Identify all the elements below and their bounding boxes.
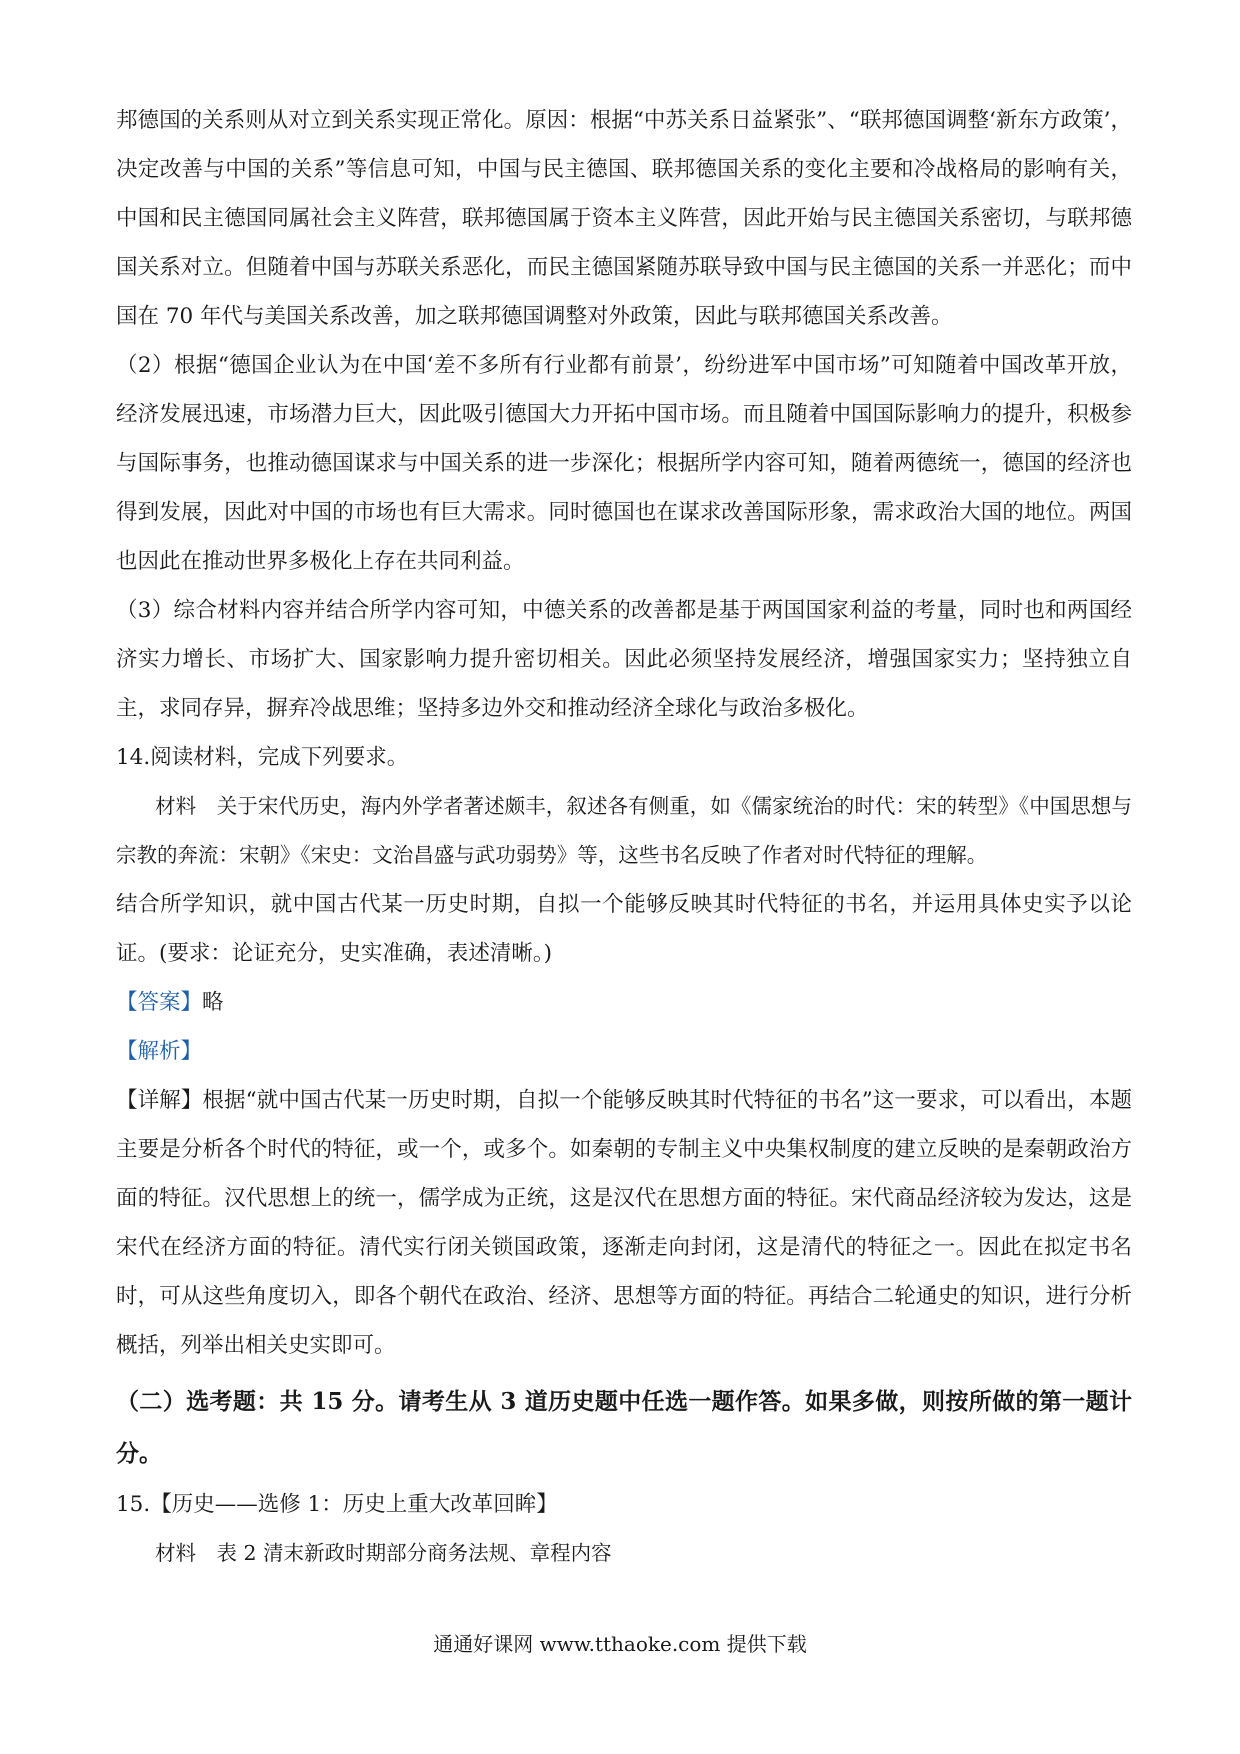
question-14-detail: 【详解】根据“就中国古代某一历史时期，自拟一个能够反映其时代特征的书名”这一要求，可以看出，本题主要是分析各个时代的特征，或一个，或多个。如秦朝的专制主义中央集权制度的建立反映的是秦朝政治方面的特征。汉代思想上的统一，儒学成为正统，这是汉代在思想方面的特征。宋代商品经济较为发达，这是宋代在经济方面的特征。清代实行闭关锁国政策，逐渐走向封闭，这是清代的特征之一。因此在拟定书名时，可从这些角度切入，即各个朝代在政治、经济、思想等方面的特征。再结合二轮通史的知识，进行分析概括，列举出相关史实即可。 xyxy=(116,1088,1132,1358)
question-14-material: 材料 关于宋代历史，海内外学者著述颇丰，叙述各有侧重，如《儒家统治的时代：宋的转型》《中国思想与宗教的奔流：宋朝》《宋史：文治昌盛与武功弱势》等，这些书名反映了作者对时代特征的理解。 xyxy=(116,794,1132,867)
answer-line xyxy=(116,978,1132,1027)
paragraph-q13-answer-1: 邦德国的关系则从对立到关系实现正常化。原因：根据“中苏关系日益紧张”、“联邦德国调整‘新东方政策’，决定改善与中国的关系”等信息可知，中国与民主德国、联邦德国关系的变化主要和冷战格局的影响有关，中国和民主德国同属社会主义阵营，联邦德国属于资本主义阵营，因此开始与民主德国关系密切，与联邦德国关系对立。但随着中国与苏联关系恶化，而民主德国紧随苏联导致中国与民主德国的关系一并恶化；而中国在 70 年代与美国关系改善，加之联邦德国调整对外政策，因此与联邦德国关系改善。 xyxy=(116,108,1132,329)
answer-value: 略 xyxy=(202,990,224,1015)
page-footer: 通通好课网 www.tthaoke.com 提供下载 xyxy=(433,1632,807,1656)
question-14-prompt: 14.阅读材料，完成下列要求。 xyxy=(116,745,409,770)
question-15-title: 15.【历史——选修 1：历史上重大改革回眸】 xyxy=(116,1492,558,1517)
paragraph-q13-answer-3: （3）综合材料内容并结合所学内容可知，中德关系的改善都是基于两国国家利益的考量，同时也和两国经济实力增长、市场扩大、国家影响力提升密切相关。因此必须坚持发展经济，增强国家实力；坚持独立自主，求同存异，摒弃冷战思维；坚持多边外交和推动经济全球化与政治多极化。 xyxy=(116,598,1132,721)
analysis-label: 【解析】 xyxy=(116,1039,203,1064)
page-content xyxy=(116,96,1132,1578)
question-15-material-caption: 材料 表 2 清末新政时期部分商务法规、章程内容 xyxy=(155,1541,612,1565)
section-2-heading: （二）选考题：共 15 分。请考生从 3 道历史题中任选一题作答。如果多做，则按所做的第一题计分。 xyxy=(116,1388,1132,1467)
question-14-requirement: 结合所学知识，就中国古代某一历史时期，自拟一个能够反映其时代特征的书名，并运用具体史实予以论证。(要求：论证充分，史实准确，表述清晰。) xyxy=(116,892,1132,966)
paragraph-q13-answer-2: （2）根据“德国企业认为在中国‘差不多所有行业都有前景’，纷纷进军中国市场”可知随着中国改革开放，经济发展迅速，市场潜力巨大，因此吸引德国大力开拓中国市场。而且随着中国国际影响力的提升，积极参与国际事务，也推动德国谋求与中国关系的进一步深化；根据所学内容可知，随着两德统一，德国的经济也得到发展，因此对中国的市场也有巨大需求。同时德国也在谋求改善国际形象，需求政治大国的地位。两国也因此在推动世界多极化上存在共同利益。 xyxy=(116,353,1132,574)
answer-label: 【答案】 xyxy=(116,990,203,1015)
